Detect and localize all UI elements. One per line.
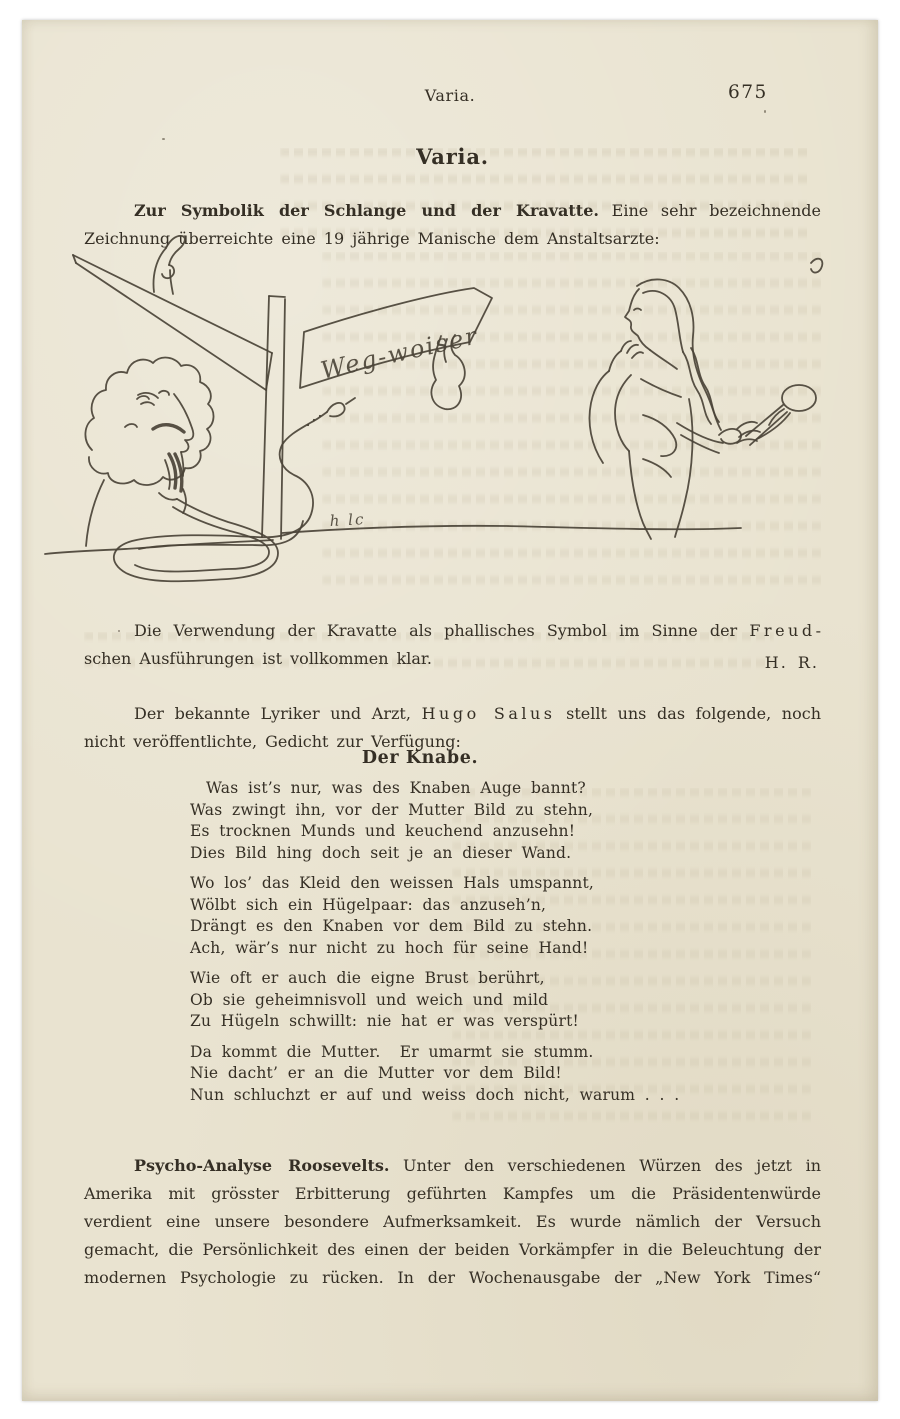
poem-line: Ach, wär’s nur nicht zu hoch für seine Hand! (190, 938, 589, 957)
poem-line: Wo los’ das Kleid den weissen Hals umspannt, (190, 874, 595, 892)
freud-note-text: Die Verwendung der Kravatte als phallisches Symbol im Sinne der (134, 621, 750, 640)
paper-speck (118, 630, 120, 632)
page-number: 675 (728, 82, 768, 103)
scissors-icon (746, 385, 816, 445)
poem-line: Drängt es den Knaben vor dem Bild zu stehn. (190, 917, 593, 935)
poem-line: Nun schluchzt er auf und weiss doch nicht, warum . . . (190, 1085, 680, 1104)
freud-note-paragraph (84, 617, 821, 673)
freud-sperr-name: Freud (749, 621, 816, 640)
poem-line: Dies Bild hing doch seit je an dieser Wand. (190, 843, 572, 862)
poem-stanza (190, 873, 679, 959)
running-head: Varia. (424, 86, 476, 105)
roosevelt-paragraph (84, 1152, 821, 1292)
wegweiser-sign-label: Weg-woiser (318, 321, 482, 385)
poem-line: Da kommt die Mutter. Er umarmt sie stumm. (190, 1042, 594, 1061)
poem-line: Wölbt sich ein Hügelpaar: das anzuseh’n, (190, 895, 547, 914)
salus-sperr-name: Hugo Salus (421, 704, 556, 723)
symbolik-body: Eine sehr bezeichnende Zeichnung überreichte eine 19 jährige Manische dem Anstaltsarzte: (84, 201, 821, 248)
text-layer (22, 20, 878, 1401)
poem-line: Nie dacht’ er an die Mutter vor dem Bild! (190, 1064, 562, 1082)
pointing-hand (154, 236, 185, 294)
poem-line: Was ist’s nur, was des Knaben Auge bannt? (206, 779, 586, 797)
freud-note-text-after: -schen Ausführungen ist vollkommen klar. (84, 621, 821, 668)
poem-stanza (190, 968, 679, 1033)
reviewer-signature: H. R. (764, 653, 819, 672)
paper-speck (764, 110, 766, 113)
poem-line: Was zwingt ihn, vor der Mutter Bild zu stehn, (190, 800, 594, 819)
patient-drawing (42, 232, 854, 600)
artist-initials: h lc (329, 510, 366, 530)
poem-title: Der Knabe. (361, 748, 479, 768)
poem-line: Es trocknen Munds und keuchend anzusehn! (190, 822, 576, 840)
salus-intro-text: Der bekannte Lyriker und Arzt, (134, 704, 422, 723)
roosevelt-lead: Psycho-Analyse Roosevelts. (134, 1156, 390, 1175)
poem-line: Ob sie geheimnisvoll und weich und mild (190, 990, 549, 1009)
poem-stanza (190, 778, 679, 864)
snake-head (327, 403, 345, 417)
snake-tie (114, 398, 355, 581)
woman-figure (590, 259, 823, 539)
salus-intro-text-after: stellt uns das folgende, noch nicht veröffentlichte, Gedicht zur Verfügung: (84, 704, 822, 751)
signpost (73, 255, 492, 539)
poem (190, 778, 679, 1115)
symbolik-lead: Zur Symbolik der Schlange und der Kravatte. (134, 201, 599, 220)
poem-stanza (190, 1042, 679, 1107)
roosevelt-body: Unter den verschiedenen Würzen des jetzt in Amerika mit grösster Erbitterung geführten Kampfes um die Präsidentenwürde verdient eine unsere besondere Aufmerksamkeit. Es wurde nämlich der Versuch gemacht, die Persönlichkeit des einen der beiden Vorkämpfer in die Beleuchtung der modernen Psychologie zu rücken. In der Wochenausgabe der „New York Times“ (84, 1156, 822, 1287)
ground-line (45, 526, 741, 554)
section-title: Varia. (416, 144, 489, 169)
poem-line: Zu Hügeln schwillt: nie hat er was verspürt! (190, 1012, 579, 1030)
poem-line: Wie oft er auch die eigne Brust berührt, (190, 969, 545, 987)
paper-speck (162, 138, 165, 140)
scanned-page (22, 20, 878, 1401)
